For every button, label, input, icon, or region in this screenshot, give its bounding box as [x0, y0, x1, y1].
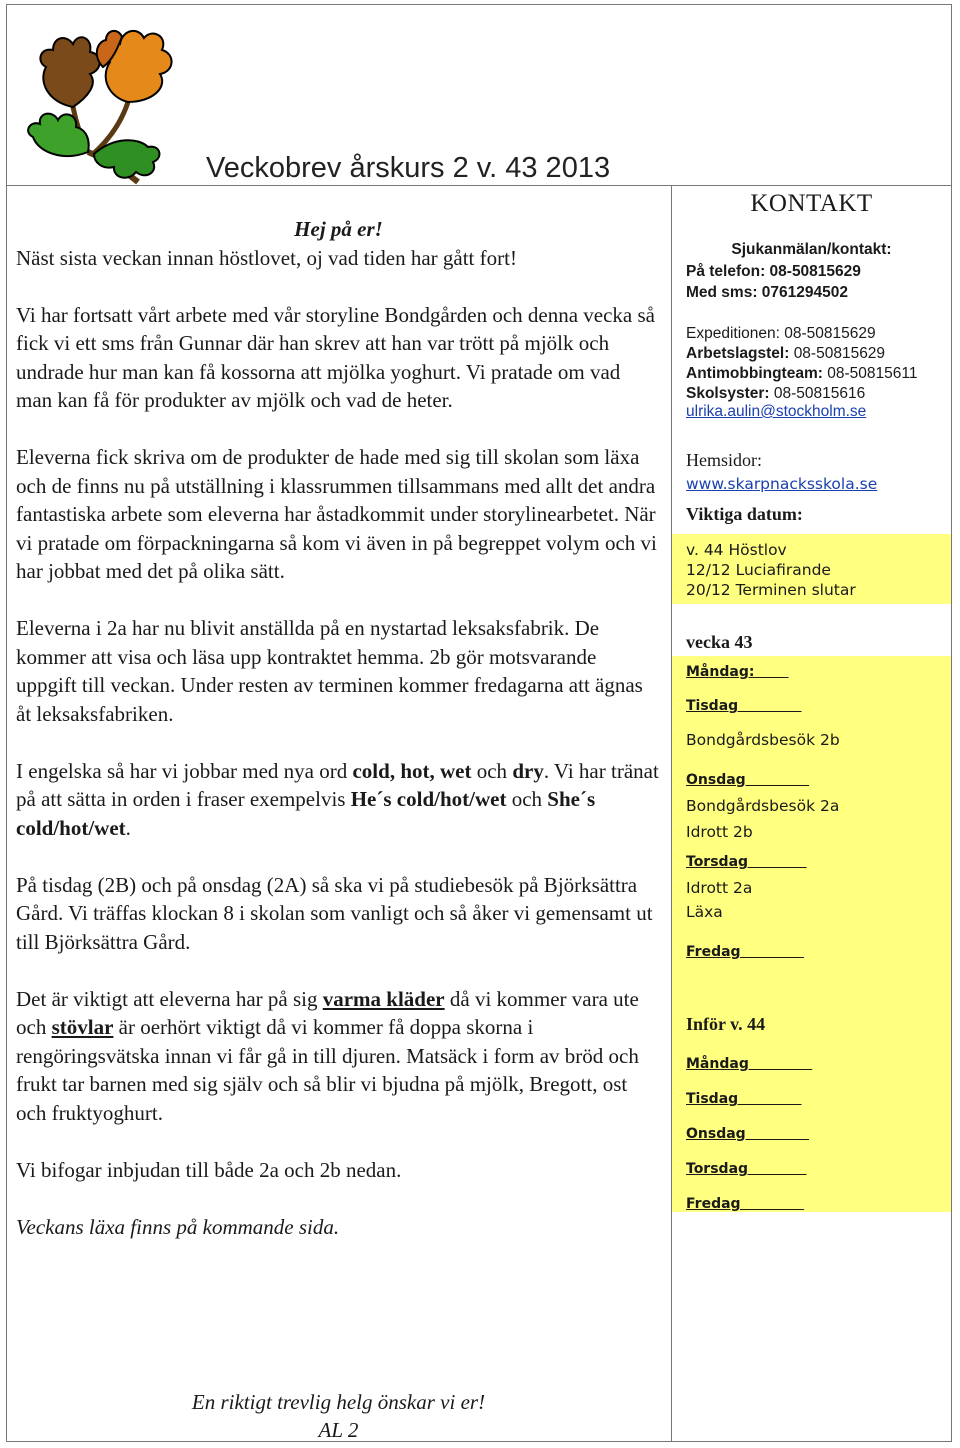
- sms-line: Med sms: 0761294502: [686, 284, 849, 301]
- day-tuesday: Tisdag: [686, 698, 802, 714]
- antibullying-line: Antimobbingteam: 08-50815611: [686, 365, 918, 382]
- date-item: 20/12 Terminen slutar: [686, 581, 856, 599]
- signature: AL 2: [318, 1418, 359, 1442]
- toy-factory-paragraph: Eleverna i 2a har nu blivit anställda på en nystartad leksaksfabrik. De kommer att visa och läsa upp kontraktet hemma. 2b gör motsvarande uppgift till veckan. Under resten av terminen kommer fredagarna att ägnas åt leksaksfabriken.: [16, 616, 643, 726]
- phone-line: På telefon: 08-50815629: [686, 263, 861, 280]
- day-monday: Måndag:: [686, 664, 789, 680]
- closing: [16, 1388, 661, 1444]
- closing-greeting: En riktigt trevlig helg önskar vi er!: [191, 1390, 486, 1414]
- next-day-monday: Måndag: [686, 1056, 813, 1072]
- dates-box: [672, 534, 951, 604]
- clothing-paragraph: Det är viktigt att eleverna har på sig varma kläder då vi kommer vara ute och stövlar är oerhört viktigt då vi kommer få doppa skorna i rengöringsvätska innan vi får gå in till djuren. Matsäck i form av bröd och frukt tar barnen med sig själv och så blir vi bjudna på mjölk, Bregott, ost och fruktyoghurt.: [16, 986, 639, 1125]
- header-divider: [6, 185, 952, 186]
- next-day-friday: Fredag: [686, 1196, 804, 1212]
- next-day-tuesday: Tisdag: [686, 1091, 802, 1107]
- email-link[interactable]: ulrika.aulin@stockholm.se: [686, 403, 867, 420]
- schedule-item: Idrott 2b: [686, 823, 753, 841]
- date-item: 12/12 Luciafirande: [686, 561, 831, 579]
- website-link[interactable]: www.skarpnacksskola.se: [686, 475, 878, 493]
- next-week-label: Inför v. 44: [686, 1014, 766, 1034]
- week43-label: vecka 43: [686, 632, 753, 652]
- nurse-line: Skolsyster: 08-50815616: [686, 385, 866, 402]
- sidebar-heading: KONTAKT: [750, 190, 873, 217]
- day-wednesday: Onsdag: [686, 772, 810, 788]
- sick-title: Sjukanmälan/kontakt:: [731, 241, 892, 258]
- homework-note: Veckans läxa finns på kommande sida.: [16, 1214, 340, 1239]
- oak-leaves-icon: [18, 12, 193, 187]
- next-day-thursday: Torsdag: [686, 1161, 807, 1177]
- next-day-wednesday: Onsdag: [686, 1126, 810, 1142]
- team-line: Arbetslagstel: 08-50815629: [686, 345, 886, 362]
- farm-visit-paragraph: På tisdag (2B) och på onsdag (2A) så ska vi på studiebesök på Björksättra Gård. Vi träffas klockan 8 i skolan som vanligt och så åker vi gemensamt ut till Björksättra Gård.: [16, 872, 653, 954]
- day-friday: Fredag: [686, 944, 804, 960]
- intro-paragraph: Näst sista veckan innan höstlovet, oj vad tiden har gått fort!: [16, 245, 517, 270]
- greeting: Hej på er!: [294, 217, 383, 241]
- storyline-paragraph: Vi har fortsatt vårt arbete med vår storyline Bondgården och denna vecka så fick vi ett sms från Gunnar där han skrev att han var trött på mjölk och undrade hur man kan få kossorna att mjölka yoghurt. Vi pratade om vad man kan få för produkter av mjölk och vad de heter.: [16, 302, 655, 412]
- page-title: Veckobrev årskurs 2 v. 43 2013: [206, 152, 611, 184]
- invitation-paragraph: Vi bifogar inbjudan till både 2a och 2b nedan.: [16, 1157, 402, 1182]
- websites-label: Hemsidor:: [686, 450, 762, 470]
- date-item: v. 44 Höstlov: [686, 541, 787, 559]
- english-paragraph: I engelska så har vi jobbar med nya ord cold, hot, wet och dry. Vi har tränat på att sätta in orden i fraser exempelvis He´s cold/hot/wet och She´s cold/hot/wet.: [16, 758, 659, 840]
- day-thursday: Torsdag: [686, 854, 807, 870]
- schedule-item: Bondgårdsbesök 2b: [686, 731, 840, 749]
- letter-body: [16, 215, 661, 1270]
- schedule-item: Bondgårdsbesök 2a: [686, 797, 840, 815]
- products-paragraph: Eleverna fick skriva om de produkter de hade med sig till skolan som läxa och de finns nu på utställning i klassrummen tillsammans med allt det andra fantastiska arbete som eleverna har åstadkommit under storylinearbetet. När vi pratade om förpackningarna så kom vi även in på begreppet volym och vi har jobbat med det på olika sätt.: [16, 445, 657, 583]
- schedule-box: [672, 656, 951, 1212]
- schedule-item: Idrott 2a: [686, 879, 753, 897]
- expedition-line: Expeditionen: 08-50815629: [686, 325, 876, 342]
- schedule-item: Läxa: [686, 903, 723, 921]
- dates-label: Viktiga datum:: [686, 504, 803, 524]
